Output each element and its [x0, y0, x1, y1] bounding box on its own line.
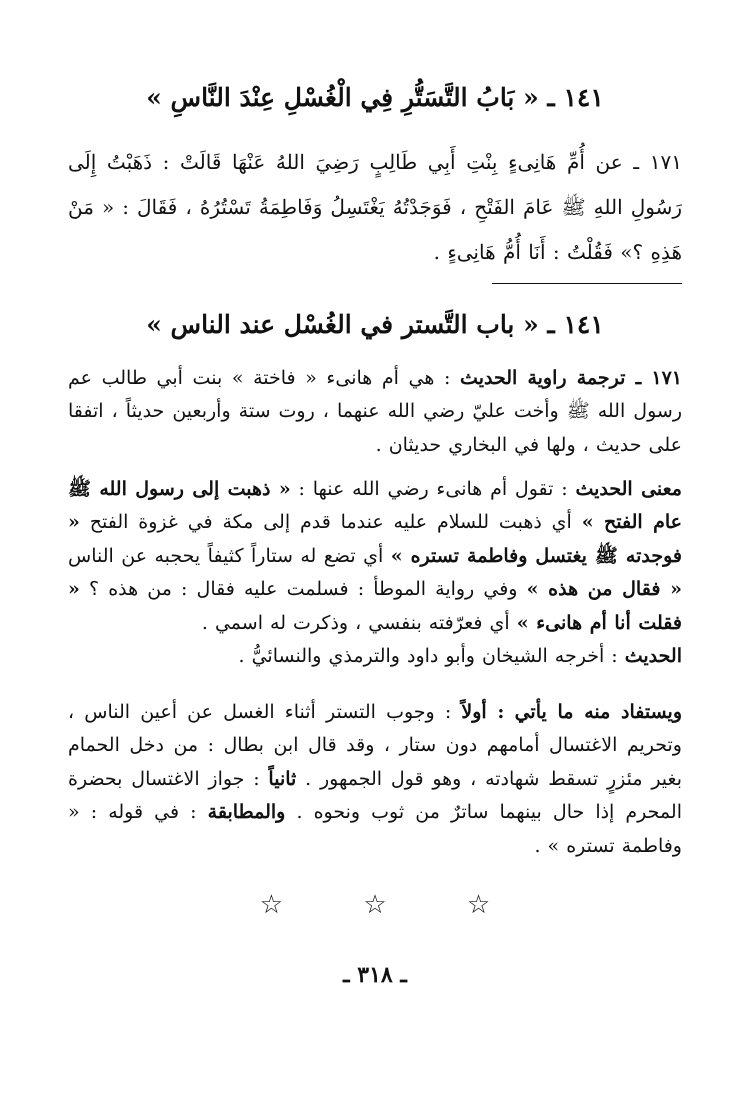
page-number: ـ ٣١٨ ـ [343, 962, 407, 988]
meaning-quote-2: « فوجدته ﷺ يغتسل وفاطمة تستره » [68, 511, 682, 567]
narrator-bio-text: : هي أم هانىء « فاختة » بنت أبي طالب عم رسول الله ﷺ وأخت عليّ رضي الله عنهما ، روت ستة وأربعين حديثاً ، اتفقا على حديث ، ولها في البخاري حديثان . [68, 367, 682, 456]
takhrij-text: : أخرجه الشيخان وأبو داود والترمذي والنسائيُّ . [238, 645, 618, 668]
book-page [68, 0, 682, 1094]
meaning-label: معنى الحديث [575, 478, 682, 500]
star-divider-icon: ☆ ☆ ☆ [259, 890, 527, 920]
divider-line [492, 283, 682, 284]
meaning-quote-3: « فقال من هذه » [526, 578, 682, 601]
benefits-label: ويستفاد منه ما يأتي [514, 701, 683, 723]
meaning-text-5: أي فعرّفته بنفسي ، وذكرت له اسمي . [201, 611, 510, 634]
meaning-quote-1: « ذهبت إلى رسول الله ﷺ عام الفتح » [68, 478, 683, 534]
hadith-text: ١٧١ ـ عن أُمِّ هَانِىءٍ بِنْتِ أَبِي طَالِبٍ رَضِيَ اللهُ عَنْهَا قَالَتْ : ذَهَبْتُ إِلَى رَسُولِ اللهِ ﷺ عَامَ الفَتْحِ ، فَوَجَدْتُهُ يَغْتَسِلُ وَفَاطِمَةُ تَسْتُرُهُ ، فَقَالَ : « مَنْ هَذِهِ ؟» فَقُلْتُ : أَنَا أُمُّ هَانِىءٍ . [68, 150, 682, 264]
benefits-match-text: : في قوله : « وفاطمة تستره » . [68, 801, 682, 857]
commentary-heading: ١٤١ ـ « باب التَّستر في الغُسْل عند الناس » [146, 310, 604, 339]
meaning-text-4: وفي رواية الموطأ : فسلمت عليه فقال : من هذه ؟ [89, 578, 518, 601]
benefits-second-text: : جواز الاغتسال بحضرة المحرم إذا حال بينهما ساترٌ من ثوب ونحوه . [68, 767, 682, 824]
section-heading: ١٤١ ـ « بَابُ التَّسَتُّرِ فِي الْغُسْلِ عِنْدَ النَّاسِ » [146, 83, 604, 112]
hadith-benefits [68, 696, 682, 863]
narrator-bio-label: ١٧١ ـ ترجمة راوية الحديث [460, 367, 682, 389]
benefits-match-label: والمطابقة [207, 801, 286, 824]
benefits-second-label: ثانياً [268, 767, 297, 790]
hadith-meaning [68, 473, 682, 673]
benefits-first-label: : أولاً [461, 701, 505, 723]
benefits-first-text: : وجوب التستر أثناء الغسل عن أعين الناس ، وتحريم الاغتسال أمامهم دون ستار ، وقد قال ابن بطال : من دخل الحمام بغير مئزرٍ تسقط شهادته ، وهو قول الجمهور . [68, 701, 682, 790]
meaning-text-2: أي ذهبت للسلام عليه عندما قدم إلى مكة في غزوة الفتح [89, 511, 572, 534]
narrator-bio [68, 362, 682, 462]
meaning-text-1: : تقول أم هانىء رضي الله عنها : [298, 478, 568, 500]
takhrij-label: الحديث [624, 645, 682, 668]
meaning-quote-4: « فقلت أنا أم هانىء » [68, 578, 682, 634]
meaning-text-3: أي تضع له ستاراً كثيفاً يحجبه عن الناس [68, 544, 384, 567]
